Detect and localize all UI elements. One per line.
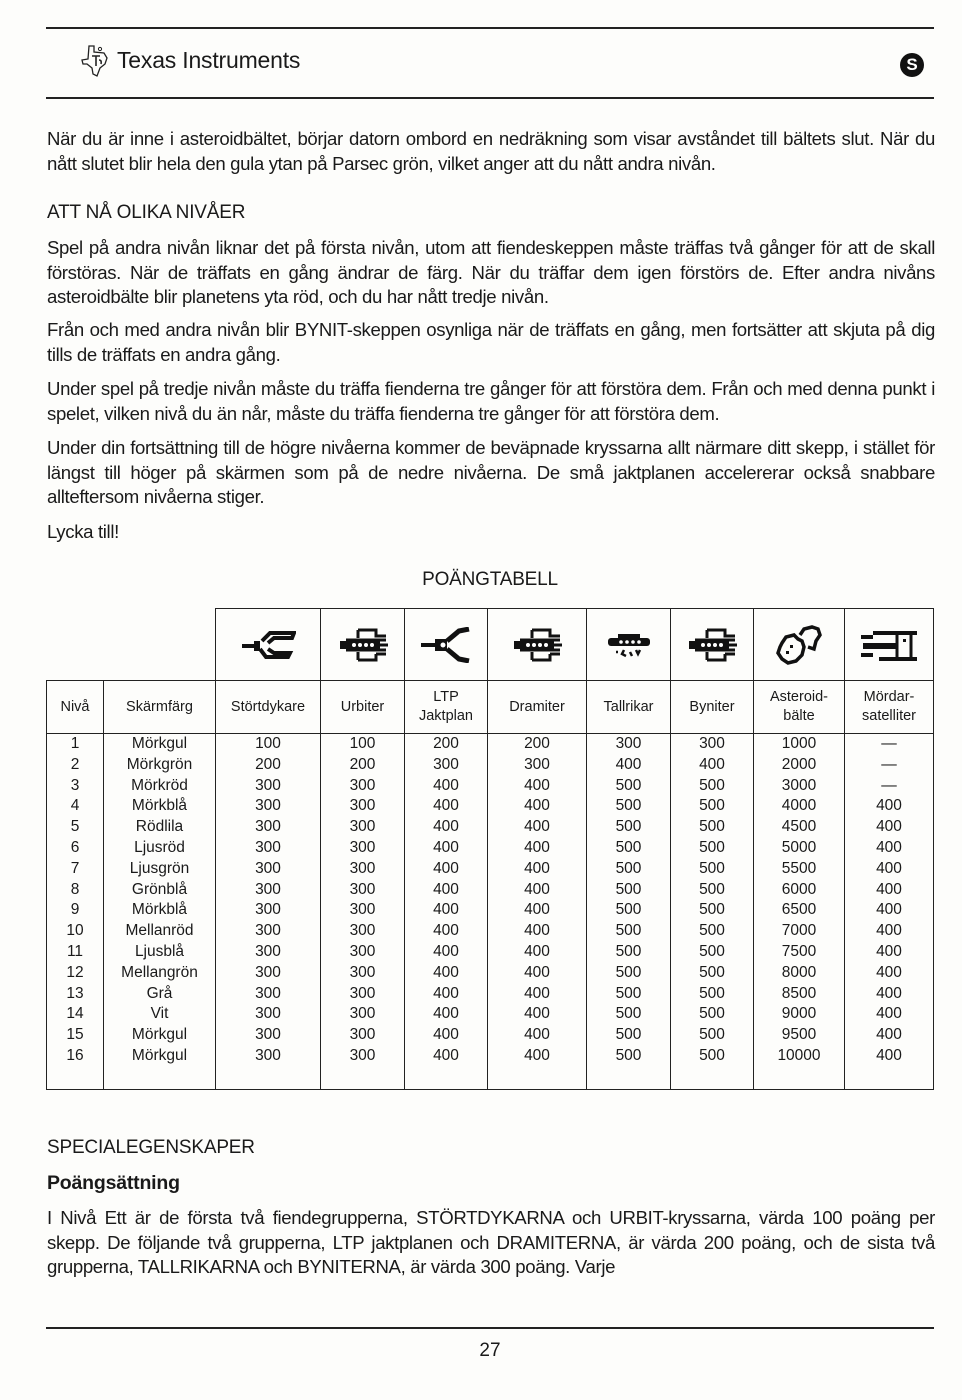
table-cell: 300 — [321, 1004, 405, 1025]
table-cell: 300 — [216, 1025, 321, 1046]
column-header-stortdykare: Störtdykare — [216, 681, 321, 734]
table-row — [47, 859, 934, 880]
column-header-mordarsatelliter — [845, 681, 934, 734]
table-cell: 400 — [405, 796, 488, 817]
table-row — [47, 900, 934, 921]
table-cell: 500 — [587, 817, 671, 838]
table-cell: 300 — [321, 921, 405, 942]
table-cell: 400 — [488, 1025, 587, 1046]
levels-paragraph-4 — [47, 436, 935, 510]
table-cell: 400 — [405, 1025, 488, 1046]
special-heading: SPECIALEGENSKAPER — [47, 1137, 255, 1158]
table-cell: 300 — [405, 755, 488, 776]
table-cell: 500 — [671, 900, 754, 921]
table-cell: 300 — [321, 963, 405, 984]
spacer-cell — [671, 1067, 754, 1090]
intro-text: När du är inne i asteroidbältet, börjar datorn ombord en nedräkning som visar avståndet till bältets slut. När du nått slutet blir hela den gula ytan på Parsec grön, vilket anger att du nått andra nivån. — [47, 128, 935, 174]
table-row — [47, 984, 934, 1005]
tallrikar-saucer-icon — [604, 630, 654, 660]
table-cell: 1000 — [754, 734, 845, 755]
table-cell: 100 — [216, 734, 321, 755]
table-cell: 400 — [845, 859, 934, 880]
table-cell: 100 — [321, 734, 405, 755]
table-cell: 400 — [405, 963, 488, 984]
table-row — [47, 880, 934, 901]
table-cell: 300 — [216, 963, 321, 984]
stortdykare-ship-icon — [240, 631, 296, 659]
table-cell: 12 — [47, 963, 104, 984]
table-cell: 400 — [845, 796, 934, 817]
table-cell: Mörkgul — [104, 1046, 216, 1067]
mordar-satellite-icon — [859, 627, 919, 663]
score-table-body — [47, 734, 934, 1090]
column-header-niva: Nivå — [47, 681, 104, 734]
table-cell: 500 — [587, 1004, 671, 1025]
table-cell: 400 — [488, 1004, 587, 1025]
table-cell: 300 — [321, 817, 405, 838]
table-cell: 300 — [321, 776, 405, 797]
asteroid-icon — [774, 623, 824, 667]
table-cell: 400 — [845, 963, 934, 984]
levels-paragraph-5 — [47, 520, 935, 545]
levels-paragraph-1 — [47, 236, 935, 310]
levels-paragraph-2 — [47, 318, 935, 367]
table-cell: 6000 — [754, 880, 845, 901]
table-cell: 300 — [216, 838, 321, 859]
table-cell: 8 — [47, 880, 104, 901]
icon-row-blank — [47, 609, 216, 681]
header-bottom-rule — [46, 97, 934, 99]
table-cell: Grå — [104, 984, 216, 1005]
table-cell: 400 — [845, 1046, 934, 1067]
table-cell: Mörkröd — [104, 776, 216, 797]
table-cell: 200 — [216, 755, 321, 776]
table-cell: 4 — [47, 796, 104, 817]
icon-cell — [671, 609, 754, 681]
table-cell: 300 — [216, 817, 321, 838]
table-cell: 500 — [671, 1004, 754, 1025]
table-cell: 500 — [587, 796, 671, 817]
table-cell: 500 — [671, 984, 754, 1005]
table-cell: 300 — [321, 838, 405, 859]
table-cell: 500 — [671, 1025, 754, 1046]
table-cell: 300 — [216, 984, 321, 1005]
table-cell: 300 — [216, 1046, 321, 1067]
table-cell: 500 — [587, 1046, 671, 1067]
table-row — [47, 755, 934, 776]
table-row — [47, 1046, 934, 1067]
table-cell: 400 — [845, 921, 934, 942]
table-cell: 300 — [321, 984, 405, 1005]
table-cell: 7 — [47, 859, 104, 880]
table-cell: 300 — [216, 880, 321, 901]
byniter-ship-icon — [685, 626, 739, 664]
table-cell: Ljusröd — [104, 838, 216, 859]
table-cell: 5 — [47, 817, 104, 838]
spacer-cell — [216, 1067, 321, 1090]
table-cell: 400 — [488, 921, 587, 942]
table-cell: Mellangrön — [104, 963, 216, 984]
table-cell: 4500 — [754, 817, 845, 838]
spacer-cell — [47, 1067, 104, 1090]
table-cell: 500 — [671, 859, 754, 880]
table-cell: 400 — [587, 755, 671, 776]
icon-cell — [845, 609, 934, 681]
table-cell: 500 — [587, 776, 671, 797]
table-cell: 400 — [405, 776, 488, 797]
paragraph-text: Lycka till! — [47, 521, 119, 542]
table-cell: 8500 — [754, 984, 845, 1005]
table-cell: 9000 — [754, 1004, 845, 1025]
icon-cell — [216, 609, 321, 681]
table-cell: 500 — [671, 817, 754, 838]
scoring-paragraph — [47, 1206, 935, 1280]
table-cell: 500 — [671, 796, 754, 817]
icon-row — [47, 609, 934, 681]
table-cell: 400 — [488, 838, 587, 859]
table-cell: 400 — [405, 921, 488, 942]
table-cell: 200 — [405, 734, 488, 755]
table-cell: 300 — [216, 776, 321, 797]
table-cell: 400 — [845, 900, 934, 921]
table-cell: 400 — [845, 838, 934, 859]
icon-cell — [754, 609, 845, 681]
table-cell: 400 — [845, 942, 934, 963]
header-line: Asteroid- — [769, 689, 829, 705]
table-cell: Mellanröd — [104, 921, 216, 942]
table-cell: 500 — [671, 838, 754, 859]
header-line: satelliter — [862, 708, 916, 724]
table-row — [47, 963, 934, 984]
ti-texas-logo-icon — [80, 44, 110, 78]
column-header-tallrikar: Tallrikar — [587, 681, 671, 734]
table-cell: 300 — [488, 755, 587, 776]
table-cell: 300 — [216, 900, 321, 921]
header-line: bälte — [783, 708, 815, 724]
table-cell: Mörkgul — [104, 1025, 216, 1046]
table-bottom-spacer — [47, 1067, 934, 1090]
table-cell: 10000 — [754, 1046, 845, 1067]
table-cell: 2000 — [754, 755, 845, 776]
urbiter-ship-icon — [336, 626, 390, 664]
table-cell: 400 — [488, 817, 587, 838]
table-row — [47, 817, 934, 838]
table-cell: 400 — [488, 984, 587, 1005]
table-cell: 400 — [488, 900, 587, 921]
spacer-cell — [845, 1067, 934, 1090]
table-cell: — — [845, 776, 934, 797]
table-cell: 8000 — [754, 963, 845, 984]
table-cell: Vit — [104, 1004, 216, 1025]
table-cell: 200 — [321, 755, 405, 776]
spacer-cell — [405, 1067, 488, 1090]
paragraph-text: Under spel på tredje nivån måste du träffa fienderna tre gånger för att förstöra dem. Från och med denna punkt i spelet, vilken nivå du än når, måste du träffa fienderna tre gånger för att förstöra dem. — [47, 378, 935, 424]
score-table — [46, 608, 934, 1090]
table-row — [47, 796, 934, 817]
header-top-rule — [46, 27, 934, 29]
intro-paragraph — [47, 127, 935, 176]
table-cell: 300 — [321, 859, 405, 880]
table-cell: 6 — [47, 838, 104, 859]
table-cell: 9500 — [754, 1025, 845, 1046]
table-cell: 400 — [488, 776, 587, 797]
table-row — [47, 1004, 934, 1025]
table-cell: 400 — [845, 880, 934, 901]
table-cell: 500 — [671, 963, 754, 984]
table-cell: 400 — [488, 859, 587, 880]
dramiter-ship-icon — [510, 626, 564, 664]
table-cell: 13 — [47, 984, 104, 1005]
table-cell: 200 — [488, 734, 587, 755]
table-cell: 400 — [405, 859, 488, 880]
table-cell: 500 — [671, 921, 754, 942]
table-cell: 11 — [47, 942, 104, 963]
header-row — [47, 681, 934, 734]
table-row — [47, 838, 934, 859]
table-cell: Ljusgrön — [104, 859, 216, 880]
icon-cell — [405, 609, 488, 681]
table-cell: 500 — [587, 1025, 671, 1046]
table-cell: 7500 — [754, 942, 845, 963]
table-cell: 300 — [321, 1025, 405, 1046]
table-cell: — — [845, 755, 934, 776]
score-table-title: POÄNGTABELL — [422, 569, 558, 590]
table-cell: 400 — [845, 817, 934, 838]
table-cell: Grönblå — [104, 880, 216, 901]
table-cell: 4000 — [754, 796, 845, 817]
table-cell: 400 — [405, 817, 488, 838]
paragraph-text: Spel på andra nivån liknar det på första nivån, utom att fiendeskeppen måste träffas två gånger för att de skall förstöras. När de träffats en gång ändrar de färg. När du träffar dem igen förstörs de. Efter andra nivåns asteroidbälte blir planetens yta röd, och du har nått tredje nivån. — [47, 237, 935, 307]
column-header-urbiter: Urbiter — [321, 681, 405, 734]
ltp-jaktplan-icon — [419, 627, 473, 663]
table-row — [47, 776, 934, 797]
table-cell: 400 — [405, 900, 488, 921]
table-cell: 400 — [845, 1004, 934, 1025]
paragraph-text: I Nivå Ett är de första två fiendegrupperna, STÖRTDYKARNA och URBIT-kryssarna, värda 100 poäng per skepp. De följande två grupperna, LTP jaktplanen och DRAMITERNA, är värda 200 poäng, och de sista två grupperna, TALLRIKARNA och BYNITERNA, är värda 300 poäng. Varje — [47, 1207, 935, 1277]
table-cell: Ljusblå — [104, 942, 216, 963]
table-cell: 300 — [671, 734, 754, 755]
table-cell: 400 — [488, 880, 587, 901]
spacer-cell — [754, 1067, 845, 1090]
table-cell: 300 — [321, 900, 405, 921]
column-header-byniter: Byniter — [671, 681, 754, 734]
table-cell: 500 — [587, 859, 671, 880]
paragraph-text: Under din fortsättning till de högre nivåerna kommer de beväpnade kryssarna allt närmare ditt skepp, i stället för längst till höger på skärmen som på de nedre nivåerna. De små jaktplanen accelererar också snabbare allteftersom nivåerna stiger. — [47, 437, 935, 507]
language-badge: S — [900, 53, 924, 77]
spacer-cell — [488, 1067, 587, 1090]
table-cell: 500 — [671, 1046, 754, 1067]
table-cell: 400 — [405, 984, 488, 1005]
icon-cell — [587, 609, 671, 681]
table-cell: 400 — [405, 838, 488, 859]
table-cell: 500 — [671, 880, 754, 901]
table-cell: 300 — [216, 942, 321, 963]
table-cell: 300 — [216, 1004, 321, 1025]
table-cell: 400 — [405, 1046, 488, 1067]
table-cell: 500 — [587, 963, 671, 984]
scoring-subheading: Poängsättning — [47, 1172, 180, 1194]
table-cell: 300 — [321, 1046, 405, 1067]
levels-heading: ATT NÅ OLIKA NIVÅER — [47, 202, 246, 223]
table-cell: 500 — [587, 984, 671, 1005]
table-cell: 10 — [47, 921, 104, 942]
table-cell: 14 — [47, 1004, 104, 1025]
table-cell: 300 — [216, 859, 321, 880]
table-cell: 3 — [47, 776, 104, 797]
table-cell: Mörkblå — [104, 796, 216, 817]
table-row — [47, 942, 934, 963]
table-cell: 400 — [488, 796, 587, 817]
table-cell: 500 — [671, 776, 754, 797]
header-line: Mördar- — [863, 689, 915, 705]
table-cell: 6500 — [754, 900, 845, 921]
table-cell: 400 — [488, 1046, 587, 1067]
column-header-ltp-jaktplan — [405, 681, 488, 734]
table-cell: Mörkgul — [104, 734, 216, 755]
table-cell: 15 — [47, 1025, 104, 1046]
table-cell: — — [845, 734, 934, 755]
table-cell: 2 — [47, 755, 104, 776]
spacer-cell — [104, 1067, 216, 1090]
table-cell: 400 — [845, 984, 934, 1005]
table-cell: Mörkgrön — [104, 755, 216, 776]
table-cell: Mörkblå — [104, 900, 216, 921]
table-cell: 300 — [216, 921, 321, 942]
column-header-asteroidbalte — [754, 681, 845, 734]
spacer-cell — [321, 1067, 405, 1090]
table-cell: 500 — [587, 880, 671, 901]
table-cell: 400 — [845, 1025, 934, 1046]
table-cell: 7000 — [754, 921, 845, 942]
table-cell: 500 — [587, 921, 671, 942]
table-cell: 500 — [587, 942, 671, 963]
column-header-skarmfarg: Skärmfärg — [104, 681, 216, 734]
table-cell: 500 — [587, 838, 671, 859]
table-cell: 400 — [405, 1004, 488, 1025]
table-cell: 5500 — [754, 859, 845, 880]
table-cell: 3000 — [754, 776, 845, 797]
page-number: 27 — [479, 1340, 501, 1361]
footer-rule — [46, 1327, 934, 1329]
table-cell: 400 — [671, 755, 754, 776]
brand-title: Texas Instruments — [117, 47, 301, 73]
spacer-cell — [587, 1067, 671, 1090]
table-cell: 300 — [216, 796, 321, 817]
header-line: Jaktplan — [418, 708, 473, 724]
table-cell: 300 — [321, 796, 405, 817]
table-cell: 300 — [321, 942, 405, 963]
table-row — [47, 734, 934, 755]
levels-paragraph-3 — [47, 377, 935, 426]
paragraph-text: Från och med andra nivån blir BYNIT-skeppen osynliga när de träffats en gång, men fortsätter att skjuta på dig tills de träffats en andra gång. — [47, 319, 935, 365]
table-cell: 9 — [47, 900, 104, 921]
table-cell: 300 — [321, 880, 405, 901]
table-cell: 400 — [405, 880, 488, 901]
header-line: LTP — [433, 689, 459, 705]
table-cell: 400 — [405, 942, 488, 963]
table-cell: 16 — [47, 1046, 104, 1067]
icon-cell — [321, 609, 405, 681]
table-cell: 400 — [488, 963, 587, 984]
icon-cell — [488, 609, 587, 681]
table-cell: 500 — [587, 900, 671, 921]
column-header-dramiter: Dramiter — [488, 681, 587, 734]
table-cell: 1 — [47, 734, 104, 755]
table-cell: 500 — [671, 942, 754, 963]
table-cell: 5000 — [754, 838, 845, 859]
table-cell: 400 — [488, 942, 587, 963]
table-row — [47, 921, 934, 942]
table-cell: 300 — [587, 734, 671, 755]
table-row — [47, 1025, 934, 1046]
table-cell: Rödlila — [104, 817, 216, 838]
